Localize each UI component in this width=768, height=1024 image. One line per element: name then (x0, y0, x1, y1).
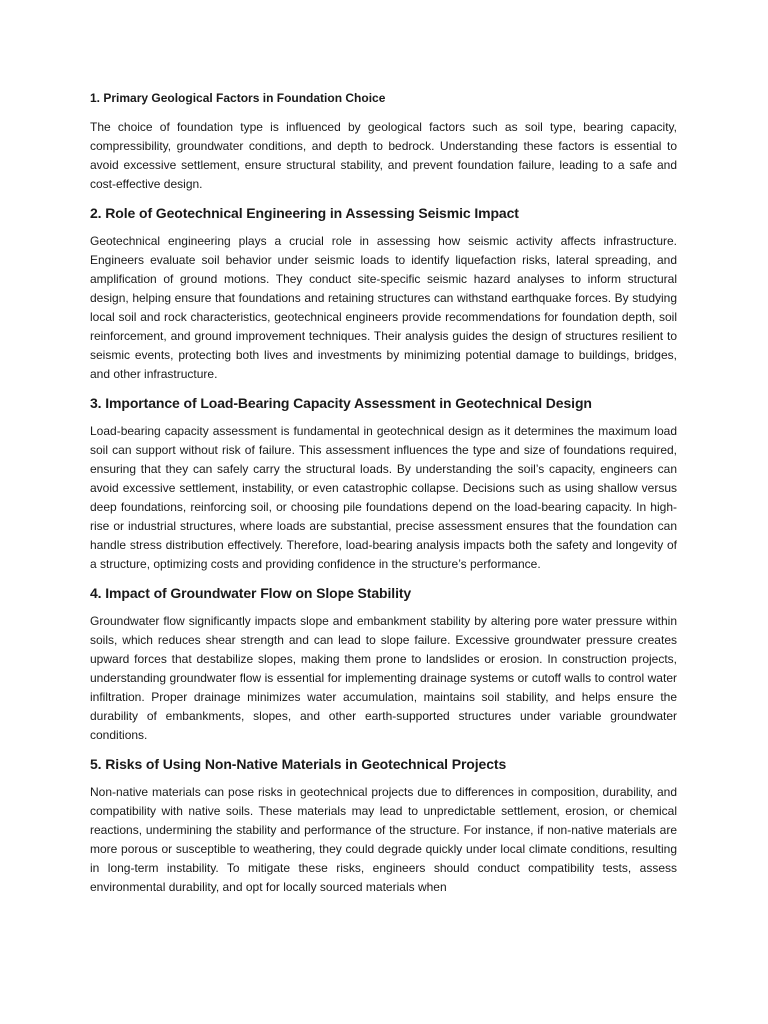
section-5-body: Non-native materials can pose risks in geotechnical projects due to differences in composition, durability, and compatibility with native soils. These materials may lead to unpredictable settlement, erosion, or chemical reactions, undermining the stability and performance of the structure. For instance, if non-native materials are more porous or susceptible to weathering, they could degrade quickly under local climate conditions, resulting in long-term instability. To mitigate these risks, engineers should conduct compatibility tests, assess environmental durability, and opt for locally sourced materials when (90, 785, 677, 894)
section-4-body: Groundwater flow significantly impacts slope and embankment stability by altering pore water pressure within soils, which reduces shear strength and can lead to slope failure. Excessive groundwater pressure creates upward forces that destabilize slopes, making them prone to landslides or erosion. In construction projects, understanding groundwater flow is essential for implementing drainage systems or cutoff walls to control water infiltration. Proper drainage minimizes water accumulation, maintains soil stability, and helps ensure the durability of embankments, slopes, and other earth-supported structures under variable groundwater conditions. (90, 614, 677, 742)
document-page (90, 90, 677, 907)
section-2-body: Geotechnical engineering plays a crucial role in assessing how seismic activity affects infrastructure. Engineers evaluate soil behavior under seismic loads to identify liquefaction risks, lateral spreading, and amplification of ground motions. They conduct site-specific seismic hazard analyses to inform structural design, helping ensure that foundations and retaining structures can withstand earthquake forces. By studying local soil and rock characteristics, geotechnical engineers provide recommendations for foundation depth, soil reinforcement, and ground improvement techniques. Their analysis guides the design of structures resilient to seismic events, protecting both lives and investments by minimizing potential damage to buildings, bridges, and other infrastructure. (90, 234, 677, 381)
section-1-body: The choice of foundation type is influenced by geological factors such as soil type, bearing capacity, compressibility, groundwater conditions, and depth to bedrock. Understanding these factors is essential to avoid excessive settlement, ensure structural stability, and prevent foundation failure, leading to a safe and cost-effective design. (90, 120, 677, 191)
section-5-heading: 5. Risks of Using Non-Native Materials in Geotechnical Projects (90, 756, 507, 772)
section-3-body: Load-bearing capacity assessment is fundamental in geotechnical design as it determines the maximum load soil can support without risk of failure. This assessment influences the type and size of foundations required, ensuring that they can safely carry the structural loads. By understanding the soil’s capacity, engineers can avoid excessive settlement, instability, or even catastrophic collapse. Decisions such as using shallow versus deep foundations, reinforcing soil, or choosing pile foundations depend on the load-bearing capacity. In high-rise or industrial structures, where loads are substantial, precise assessment ensures that the foundation can handle stress distribution effectively. Therefore, load-bearing analysis impacts both the safety and longevity of a structure, optimizing costs and providing confidence in the structure’s performance. (90, 424, 677, 571)
section-1-heading: 1. Primary Geological Factors in Foundation Choice (90, 91, 386, 105)
section-4-heading: 4. Impact of Groundwater Flow on Slope Stability (90, 585, 412, 601)
section-2-heading: 2. Role of Geotechnical Engineering in Assessing Seismic Impact (90, 205, 519, 221)
section-3-heading: 3. Importance of Load-Bearing Capacity Assessment in Geotechnical Design (90, 395, 592, 411)
